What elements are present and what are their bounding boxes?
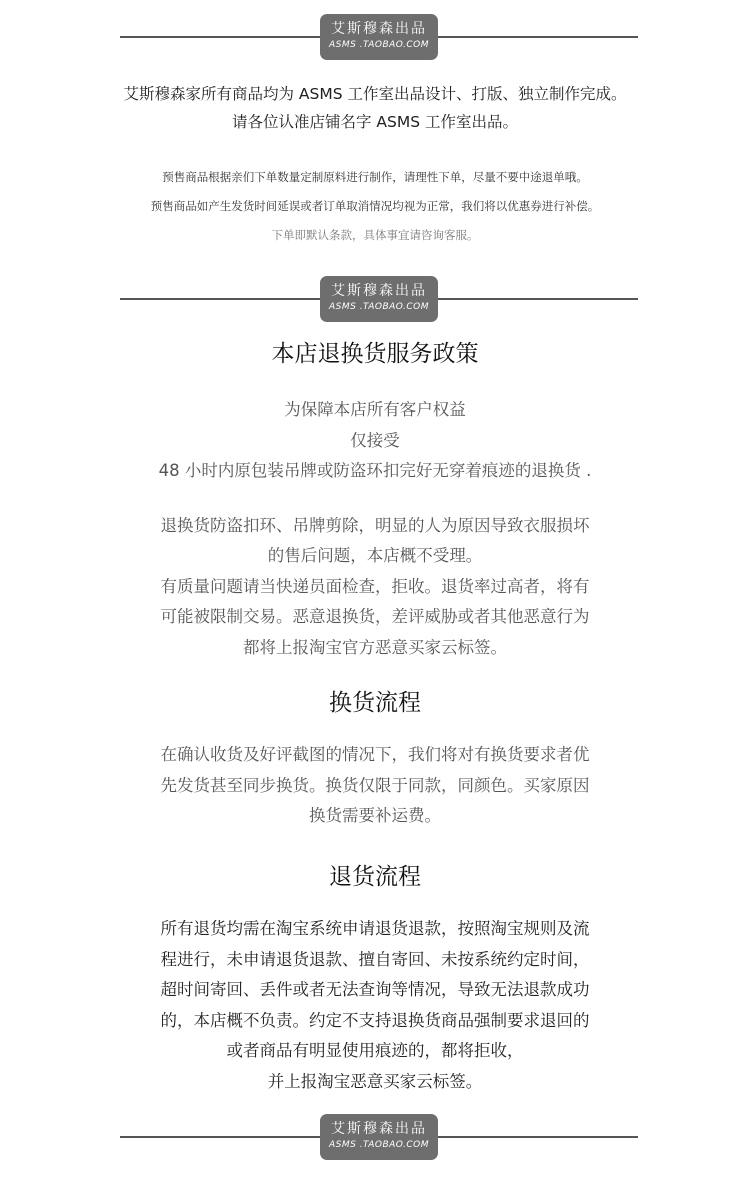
exchange-line: 换货需要补运费。 [309, 806, 441, 825]
brand-divider-top [120, 14, 638, 62]
policy-title: 本店退换货服务政策 [271, 341, 479, 367]
exchange-section [60, 688, 690, 832]
policy-line: 48 小时内原包装吊牌或防盗环扣完好无穿着痕迹的退换货 . [158, 461, 592, 480]
refund-body [60, 914, 690, 1097]
intro-section [60, 80, 690, 136]
policy-rule-line: 退换货防盗扣环、吊牌剪除，明显的人为原因导致衣服损坏 [160, 515, 590, 535]
presale-line-3: 下单即默认条款，具体事宜请咨询客服。 [271, 228, 479, 242]
brand-badge [320, 1114, 438, 1160]
refund-line: 或者商品有明显使用痕迹的，都将拒收， [226, 1041, 524, 1060]
refund-line: 程进行，未申请退货退款、擅自寄回、未按系统约定时间， [160, 949, 590, 969]
presale-line-1: 预售商品根据亲们下单数量定制原料进行制作，请理性下单，尽量不要中途退单哦。 [162, 170, 588, 184]
intro-line-2: 请各位认准店铺名字 ASMS 工作室出品。 [231, 113, 518, 131]
exchange-title: 换货流程 [329, 690, 421, 716]
policy-rule-line: 有质量问题请当快递员面检查，拒收。退货率过高者，将有 [160, 576, 590, 596]
brand-badge-en: ASMS .TAOBAO.COM [328, 302, 430, 312]
policy-intro [60, 395, 690, 487]
exchange-line: 在确认收货及好评截图的情况下，我们将对有换货要求者优 [160, 745, 590, 764]
brand-badge-cn: 艾斯穆森出品 [331, 21, 427, 37]
brand-divider-bottom [120, 1114, 638, 1162]
refund-line: 的，本店概不负责。约定不支持退换货商品强制要求退回的 [160, 1010, 590, 1030]
refund-title: 退货流程 [329, 864, 421, 890]
presale-notes [60, 163, 690, 250]
brand-badge-cn: 艾斯穆森出品 [331, 283, 427, 299]
presale-line-2: 预售商品如产生发货时间延误或者订单取消情况均视为正常，我们将以优惠券进行补偿。 [150, 199, 600, 213]
policy-rule-line: 的售后问题，本店概不受理。 [267, 546, 483, 565]
brand-badge [320, 14, 438, 60]
brand-badge-cn: 艾斯穆森出品 [331, 1121, 427, 1137]
policy-line: 为保障本店所有客户权益 [284, 400, 466, 419]
policy-section [60, 339, 690, 663]
policy-rule-line: 都将上报淘宝官方恶意买家云标签。 [243, 637, 507, 657]
refund-line: 并上报淘宝恶意买家云标签。 [267, 1071, 483, 1091]
brand-badge-en: ASMS .TAOBAO.COM [328, 40, 430, 50]
refund-line: 超时间寄回、丢件或者无法查询等情况，导致无法退款成功 [160, 980, 590, 999]
refund-line: 所有退货均需在淘宝系统申请退货退款，按照淘宝规则及流 [160, 919, 590, 938]
policy-line: 仅接受 [350, 430, 400, 450]
brand-divider-middle [120, 276, 638, 324]
refund-section [60, 862, 690, 1097]
brand-badge-en: ASMS .TAOBAO.COM [328, 1140, 430, 1150]
brand-badge [320, 276, 438, 322]
policy-rule-line: 可能被限制交易。恶意退换货，差评威胁或者其他恶意行为 [160, 607, 590, 626]
intro-line-1: 艾斯穆森家所有商品均为 ASMS 工作室出品设计、打版、独立制作完成。 [123, 85, 627, 103]
exchange-line: 先发货甚至同步换货。换货仅限于同款，同颜色。买家原因 [160, 775, 590, 795]
exchange-body [60, 740, 690, 832]
policy-rules [60, 511, 690, 664]
